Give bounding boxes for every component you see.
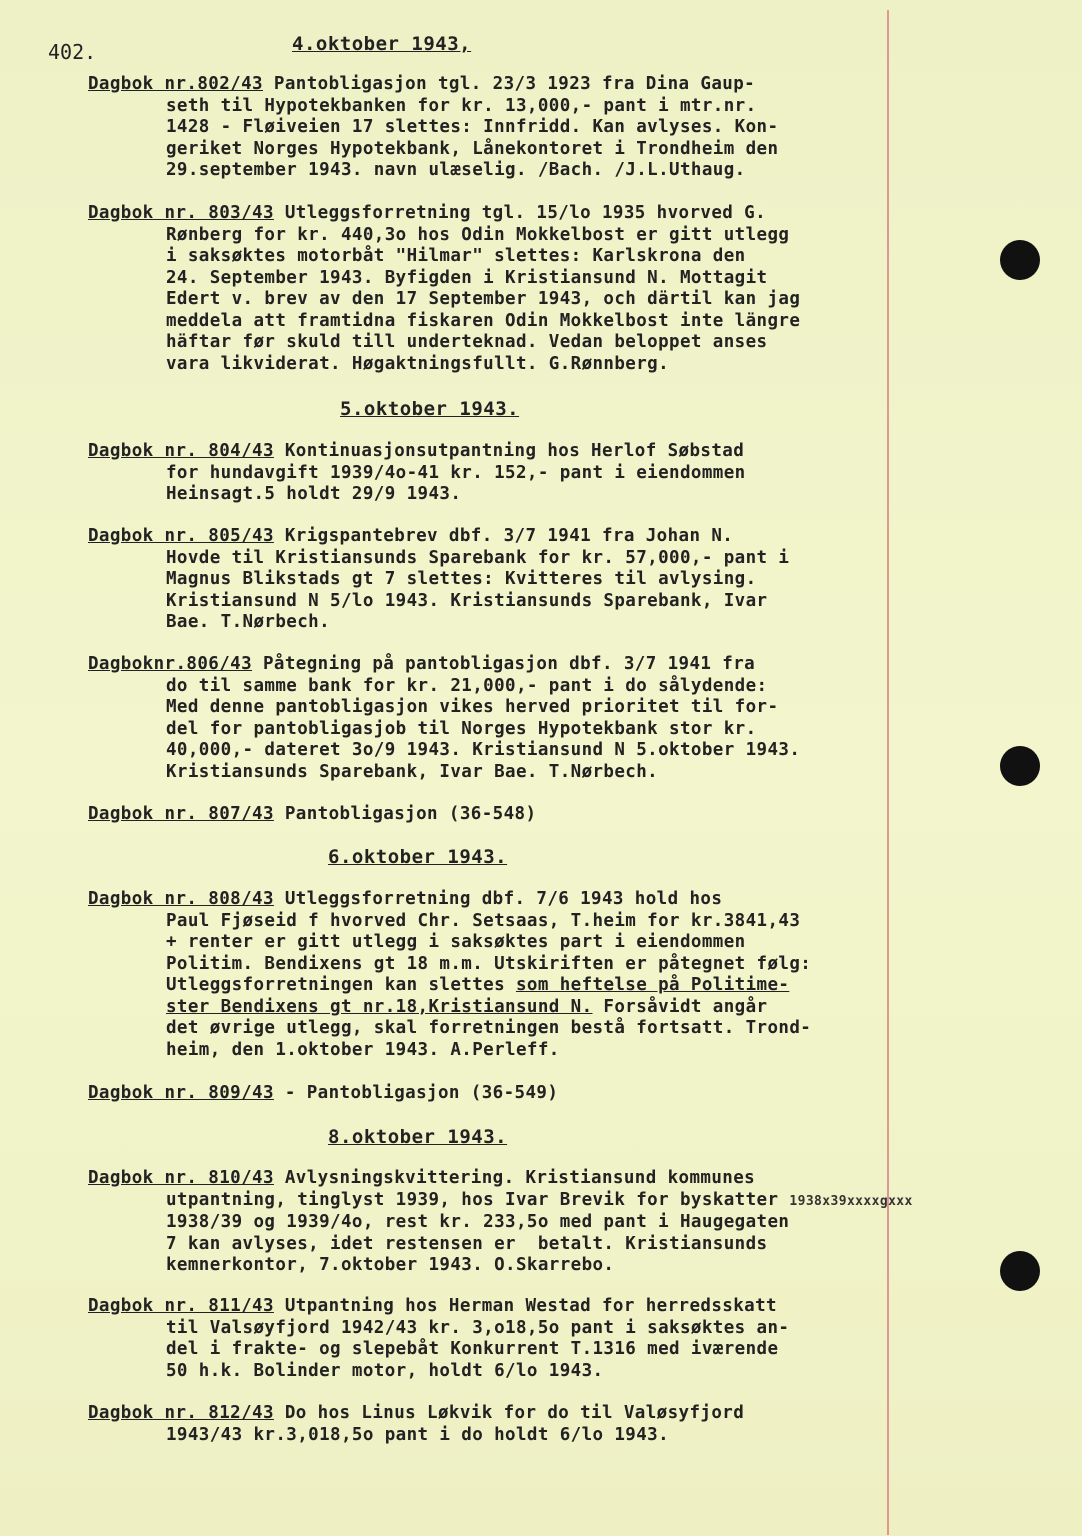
entry-line <box>88 1168 908 1190</box>
entry-reference: Dagbok nr. 810/43 <box>88 1168 274 1188</box>
entry-line: 1938/39 og 1939/4o, rest kr. 233,5o med pant i Haugegaten <box>166 1212 790 1232</box>
entry-line <box>88 997 908 1019</box>
entry-line: meddela att framtidna fiskaren Odin Mokkelbost inte längre <box>166 310 801 331</box>
entry-line <box>88 1296 908 1318</box>
entry-line: det øvrige utlegg, skal forretningen bestå fortsatt. Trond- <box>166 1018 812 1038</box>
entry-line: for hundavgift 1939/4o-41 kr. 152,- pant i eiendommen <box>166 462 746 483</box>
entry-line: + renter er gitt utlegg i saksøktes part i eiendommen <box>166 932 746 952</box>
entry-line <box>88 441 908 463</box>
entry-line: 29.september 1943. navn ulæselig. /Bach. /J.L.Uthaug. <box>166 160 746 180</box>
entry-text: Forsåvidt angår <box>592 996 768 1017</box>
entry-text: - Pantobligasjon (36-549) <box>273 1083 559 1103</box>
entry-line: vara likviderat. Høgaktningsfullt. G.Rønnberg. <box>166 353 670 374</box>
date-heading: 8.oktober 1943. <box>328 1126 508 1148</box>
entry-line <box>88 1403 908 1425</box>
entry-text: Utleggsforretningen kan slettes <box>166 975 516 995</box>
entry-text: Kontinuasjonsutpantning hos Herlof Søbstad <box>273 441 745 461</box>
entry-reference: Dagbok nr. 809/43 <box>88 1083 274 1103</box>
entry-line <box>88 203 908 225</box>
struck-text: 1938x39xxxxgxxx <box>789 1193 913 1209</box>
entry-line: Rønberg for kr. 440,3o hos Odin Mokkelbost er gitt utlegg <box>166 224 790 245</box>
ledger-entry-806 <box>88 654 908 783</box>
ledger-entry-810 <box>88 1168 913 1277</box>
underlined-text: ster Bendixens gt nr.18,Kristiansund N. <box>166 996 593 1017</box>
entry-line <box>88 975 908 997</box>
entry-line: 1943/43 kr.3,018,5o pant i do holdt 6/lo 1943. <box>166 1424 670 1445</box>
entry-line: del for pantobligasjob til Norges Hypotekbank stor kr. <box>166 718 757 739</box>
date-heading: 4.oktober 1943, <box>292 33 472 55</box>
entry-text: Utpantning hos Herman Westad for herredsskatt <box>273 1296 777 1316</box>
entry-text: Utleggsforretning tgl. 15/lo 1935 hvorved G. <box>273 203 767 223</box>
entry-line <box>88 1083 908 1105</box>
entry-line: 24. September 1943. Byfigden i Kristiansund N. Mottagit <box>166 267 768 288</box>
entry-line: Bae. T.Nørbech. <box>166 612 331 632</box>
ledger-entry-812 <box>88 1403 908 1446</box>
punch-hole <box>1000 240 1040 280</box>
entry-text: Do hos Linus Løkvik for do til Valøsyfjord <box>273 1403 745 1423</box>
entry-line: häftar før skuld till underteknad. Vedan beloppet anses <box>166 332 768 352</box>
entry-line: Med denne pantobligasjon vikes herved prioritet til for- <box>166 697 779 717</box>
entry-reference: Dagbok nr. 812/43 <box>88 1403 274 1423</box>
entry-line: seth til Hypotekbanken for kr. 13,000,- pant i mtr.nr. <box>166 95 757 116</box>
entry-line <box>88 889 908 911</box>
ledger-entry-802 <box>88 74 908 182</box>
ledger-entry-807 <box>88 804 908 826</box>
entry-text: Utleggsforretning dbf. 7/6 1943 hold hos <box>273 889 723 909</box>
entry-reference: Dagboknr.806/43 <box>88 654 253 674</box>
entry-text: Pantobligasjon tgl. 23/3 1923 fra Dina Gaup- <box>262 74 756 94</box>
entry-line <box>88 804 908 826</box>
ledger-entry-805 <box>88 526 908 634</box>
entry-text: utpantning, tinglyst 1939, hos Ivar Brevik for byskatter <box>166 1189 790 1210</box>
entry-line: 7 kan avlyses, idet restensen er betalt. Kristiansunds <box>166 1233 768 1254</box>
date-heading: 5.oktober 1943. <box>340 398 520 420</box>
entry-line: i saksøktes motorbåt "Hilmar" slettes: Karlskrona den <box>166 246 746 266</box>
entry-line <box>88 526 908 548</box>
entry-line: 40,000,- dateret 3o/9 1943. Kristiansund N 5.oktober 1943. <box>166 740 801 760</box>
entry-reference: Dagbok nr. 804/43 <box>88 441 274 461</box>
entry-line <box>88 654 908 676</box>
entry-line: til Valsøyfjord 1942/43 kr. 3,o18,5o pant i saksøktes an- <box>166 1317 790 1338</box>
entry-line: heim, den 1.oktober 1943. A.Perleff. <box>166 1039 560 1060</box>
punch-hole <box>1000 746 1040 786</box>
entry-reference: Dagbok nr. 808/43 <box>88 889 274 909</box>
entry-line: Kristiansunds Sparebank, Ivar Bae. T.Nørbech. <box>166 761 659 782</box>
entry-line: Hovde til Kristiansunds Sparebank for kr. 57,000,- pant i <box>166 547 790 568</box>
entry-reference: Dagbok nr. 811/43 <box>88 1296 274 1316</box>
entry-line: Kristiansund N 5/lo 1943. Kristiansunds Sparebank, Ivar <box>166 590 768 611</box>
underlined-text: som heftelse på Politime- <box>515 975 790 995</box>
entry-line: del i frakte- og slepebåt Konkurrent T.1316 med iværende <box>166 1339 779 1359</box>
entry-reference: Dagbok nr. 805/43 <box>88 526 274 546</box>
page-number: 402. <box>48 40 97 64</box>
punch-hole <box>1000 1251 1040 1291</box>
entry-reference: Dagbok nr.802/43 <box>88 74 263 94</box>
ledger-entry-803 <box>88 203 908 375</box>
entry-line: Magnus Blikstads gt 7 slettes: Kvitteres til avlysing. <box>166 569 757 589</box>
ledger-entry-808 <box>88 889 908 1061</box>
entry-text: Krigspantebrev dbf. 3/7 1941 fra Johan N. <box>273 526 734 546</box>
ledger-entry-809 <box>88 1083 908 1105</box>
entry-line: 50 h.k. Bolinder motor, holdt 6/lo 1943. <box>166 1360 604 1381</box>
entry-reference: Dagbok nr. 807/43 <box>88 804 274 824</box>
entry-line: do til samme bank for kr. 21,000,- pant i do sålydende: <box>166 675 768 696</box>
ledger-entry-811 <box>88 1296 908 1382</box>
entry-line: Edert v. brev av den 17 September 1943, och därtil kan jag <box>166 289 801 309</box>
entry-line: Heinsagt.5 holdt 29/9 1943. <box>166 484 462 504</box>
entry-line: Paul Fjøseid f hvorved Chr. Setsaas, T.heim for kr.3841,43 <box>166 910 801 931</box>
entry-reference: Dagbok nr. 803/43 <box>88 203 274 223</box>
entry-text: Pantobligasjon (36-548) <box>273 804 537 824</box>
ledger-entry-804 <box>88 441 908 506</box>
entry-text: Avlysningskvittering. Kristiansund kommunes <box>273 1168 756 1188</box>
entry-line <box>88 74 908 96</box>
entry-line: Politim. Bendixens gt 18 m.m. Utskiriften er påtegnet følg: <box>166 953 812 974</box>
entry-line: geriket Norges Hypotekbank, Lånekontoret i Trondheim den <box>166 138 779 159</box>
entry-text: Påtegning på pantobligasjon dbf. 3/7 1941 fra <box>252 654 756 674</box>
entry-line: 1428 - Fløiveien 17 slettes: Innfridd. Kan avlyses. Kon- <box>166 117 779 137</box>
entry-line <box>88 1189 913 1213</box>
date-heading: 6.oktober 1943. <box>328 846 508 868</box>
entry-line: kemnerkontor, 7.oktober 1943. O.Skarrebo. <box>166 1255 615 1275</box>
